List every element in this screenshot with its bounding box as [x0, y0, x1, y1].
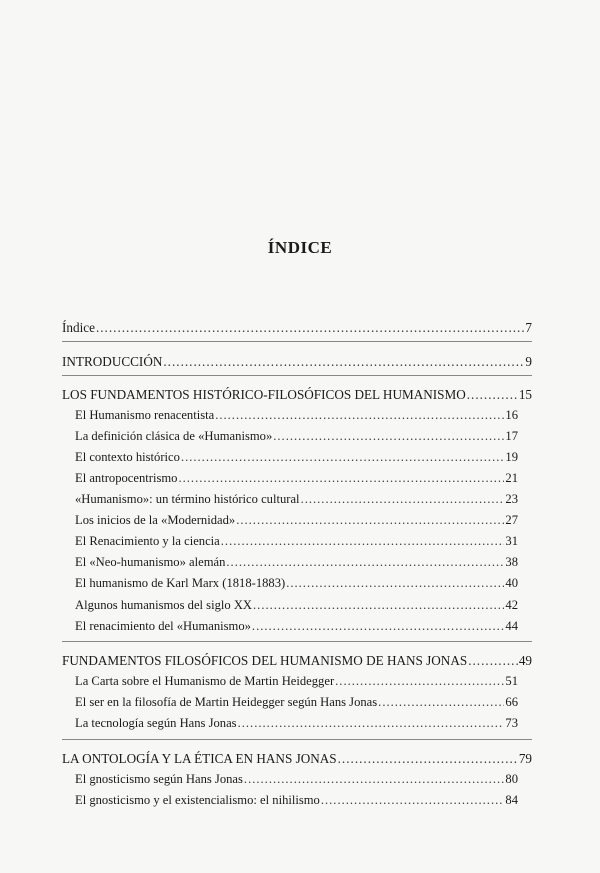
- toc-entry-page: 27: [505, 513, 518, 527]
- dot-leader: [338, 751, 518, 766]
- toc-section[interactable]: [75, 408, 518, 423]
- toc-chapter-3[interactable]: [62, 751, 532, 766]
- toc-entry-page: 15: [518, 387, 532, 402]
- toc-section[interactable]: [75, 716, 518, 731]
- toc-chapter-1[interactable]: [62, 387, 532, 402]
- toc-entry-label: INTRODUCCIÓN: [62, 354, 163, 369]
- toc-section[interactable]: [75, 619, 518, 634]
- dot-leader: [378, 695, 504, 710]
- toc-section[interactable]: [75, 576, 518, 591]
- toc-entry-label: El «Neo-humanismo» alemán: [75, 555, 226, 569]
- toc-section[interactable]: [75, 695, 518, 710]
- toc-entry-label: El antropocentrismo: [75, 471, 178, 485]
- toc-chapter-2[interactable]: [62, 653, 532, 668]
- toc-entry-page: 16: [505, 408, 518, 422]
- toc-entry-page: 9: [525, 354, 532, 369]
- toc-entry-label: LOS FUNDAMENTOS HISTÓRICO-FILOSÓFICOS DEL HUMANISMO: [62, 387, 466, 402]
- toc-section[interactable]: [75, 513, 518, 528]
- toc-entry-label: La Carta sobre el Humanismo de Martin Heidegger: [75, 674, 335, 688]
- toc-entry-page: 84: [505, 793, 518, 807]
- toc-entry-page: 49: [518, 653, 532, 668]
- toc-entry-label: La tecnología según Hans Jonas: [75, 716, 237, 730]
- toc-entry-label: LA ONTOLOGÍA Y LA ÉTICA EN HANS JONAS: [62, 751, 337, 766]
- toc-entry-label: Índice: [62, 320, 95, 335]
- toc-section[interactable]: [75, 674, 518, 689]
- toc-section[interactable]: [75, 450, 518, 465]
- dot-leader: [226, 555, 504, 570]
- toc-entry-page: 80: [505, 772, 518, 786]
- dot-leader: [215, 408, 504, 423]
- toc-entry-page: 79: [518, 751, 532, 766]
- toc-entry-label: El humanismo de Karl Marx (1818-1883): [75, 576, 286, 590]
- toc-section[interactable]: [75, 534, 518, 549]
- dot-leader: [221, 534, 505, 549]
- toc-entry-page: 66: [505, 695, 518, 709]
- toc-entry-page: 21: [505, 471, 518, 485]
- dot-leader: [163, 354, 524, 369]
- dot-leader: [273, 429, 504, 444]
- dot-leader: [301, 492, 505, 507]
- toc-entry-introduccion[interactable]: [62, 354, 532, 369]
- toc-section[interactable]: [75, 772, 518, 787]
- toc-entry-label: La definición clásica de «Humanismo»: [75, 429, 273, 443]
- dot-leader: [96, 320, 524, 335]
- toc-entry-label: El gnosticismo y el existencialismo: el nihilismo: [75, 793, 320, 807]
- toc-entry-page: 44: [505, 619, 518, 633]
- toc-section[interactable]: [75, 492, 518, 507]
- toc-entry-label: El Humanismo renacentista: [75, 408, 215, 422]
- separator: [62, 341, 532, 342]
- dot-leader: [467, 387, 518, 402]
- toc-entry-page: 73: [505, 716, 518, 730]
- dot-leader: [286, 576, 504, 591]
- toc-section[interactable]: [75, 598, 518, 613]
- toc-entry-label: Algunos humanismos del siglo XX: [75, 598, 253, 612]
- toc-entry-page: 38: [505, 555, 518, 569]
- toc-entry-label: El gnosticismo según Hans Jonas: [75, 772, 243, 786]
- toc-entry-page: 17: [505, 429, 518, 443]
- toc-entry-label: El contexto histórico: [75, 450, 180, 464]
- toc-entry-indice[interactable]: [62, 320, 532, 335]
- toc-entry-label: «Humanismo»: un término histórico cultural: [75, 492, 300, 506]
- toc-section[interactable]: [75, 555, 518, 570]
- toc-entry-label: El ser en la filosofía de Martin Heidegger según Hans Jonas: [75, 695, 378, 709]
- dot-leader: [238, 716, 505, 731]
- dot-leader: [244, 772, 504, 787]
- separator: [62, 739, 532, 740]
- toc-entry-page: 51: [505, 674, 518, 688]
- toc-entry-page: 40: [505, 576, 518, 590]
- toc-entry-page: 19: [505, 450, 518, 464]
- toc-section[interactable]: [75, 429, 518, 444]
- toc-entry-label: El Renacimiento y la ciencia: [75, 534, 220, 548]
- toc-section[interactable]: [75, 793, 518, 808]
- dot-leader: [181, 450, 504, 465]
- toc-entry-page: 7: [525, 320, 532, 335]
- toc-entry-page: 42: [505, 598, 518, 612]
- toc-entry-page: 31: [505, 534, 518, 548]
- dot-leader: [335, 674, 504, 689]
- dot-leader: [178, 471, 504, 486]
- dot-leader: [252, 619, 504, 634]
- dot-leader: [253, 598, 504, 613]
- toc-entry-label: FUNDAMENTOS FILOSÓFICOS DEL HUMANISMO DE HANS JONAS: [62, 653, 468, 668]
- dot-leader: [236, 513, 504, 528]
- toc-entry-label: Los inicios de la «Modernidad»: [75, 513, 236, 527]
- toc-section[interactable]: [75, 471, 518, 486]
- toc-entry-label: El renacimiento del «Humanismo»: [75, 619, 251, 633]
- separator: [62, 641, 532, 642]
- separator: [62, 375, 532, 376]
- dot-leader: [468, 653, 518, 668]
- page-title: ÍNDICE: [267, 238, 333, 257]
- dot-leader: [321, 793, 505, 808]
- toc-entry-page: 23: [505, 492, 518, 506]
